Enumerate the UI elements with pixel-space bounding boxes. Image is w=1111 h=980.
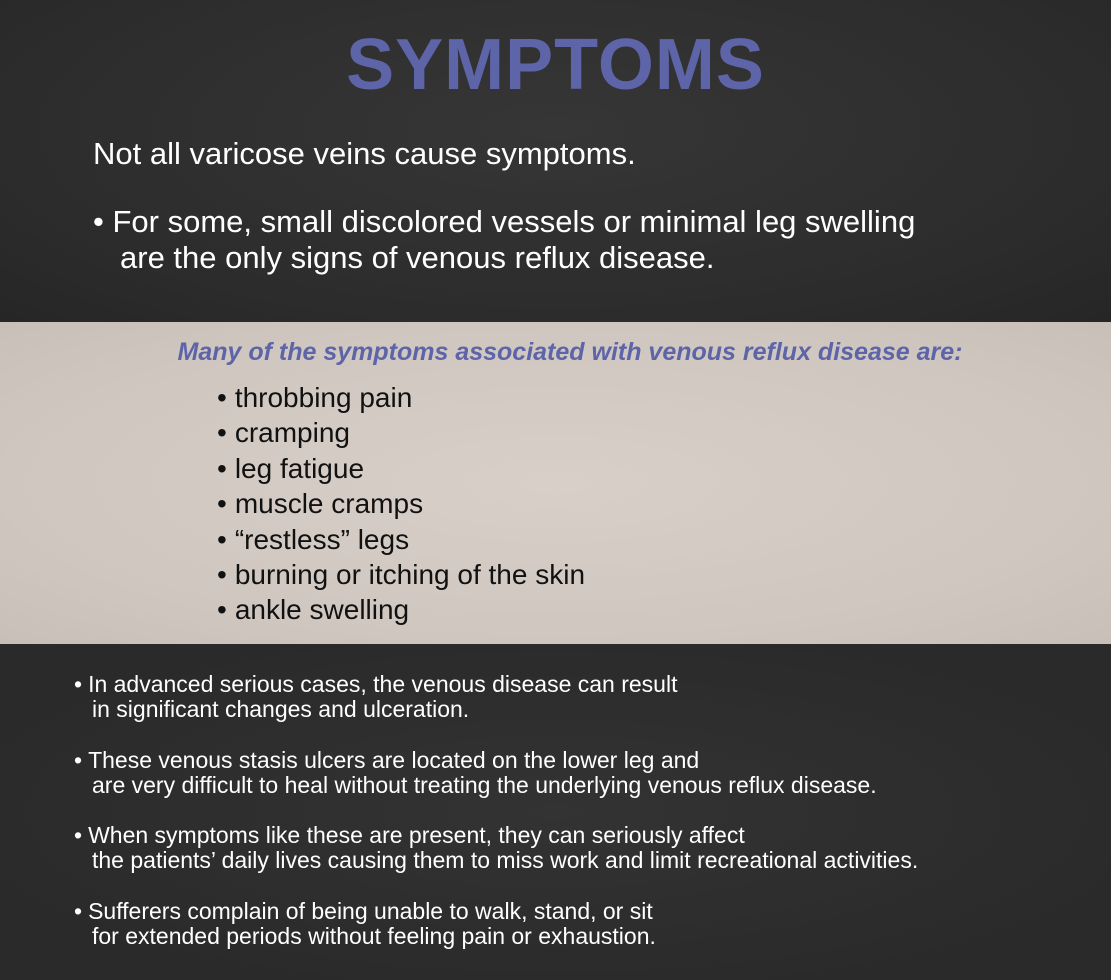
fact-line-1: • In advanced serious cases, the venous disease can result [74, 672, 918, 697]
symptom-item: • throbbing pain [217, 380, 585, 415]
bullet: • [93, 204, 104, 239]
fact-item [74, 748, 918, 798]
fact-line-1: • When symptoms like these are present, they can seriously affect [74, 823, 918, 848]
symptom-item: • burning or itching of the skin [217, 557, 585, 592]
intro-note-line-1 [93, 204, 915, 240]
symptoms-lead: Many of the symptoms associated with venous reflux disease are: [177, 338, 963, 366]
symptom-item: • cramping [217, 415, 585, 450]
fact-item [74, 823, 918, 873]
intro-note-line-1-text: For some, small discolored vessels or minimal leg swelling [112, 204, 916, 239]
symptom-item: • leg fatigue [217, 451, 585, 486]
symptom-item: • “restless” legs [217, 522, 585, 557]
fact-item [74, 899, 918, 949]
fact-line-1: • Sufferers complain of being unable to walk, stand, or sit [74, 899, 918, 924]
symptom-item: • ankle swelling [217, 592, 585, 627]
fact-line-2: the patients’ daily lives causing them to miss work and limit recreational activities. [92, 847, 919, 873]
page-title: SYMPTOMS [346, 25, 765, 105]
fact-line-2: in significant changes and ulceration. [92, 696, 470, 722]
symptom-item: • muscle cramps [217, 486, 585, 521]
fact-list [74, 672, 918, 974]
fact-line-2: for extended periods without feeling pain or exhaustion. [92, 922, 656, 949]
intro-note [93, 204, 915, 276]
fact-line-2: are very difficult to heal without treating the underlying venous reflux disease. [92, 771, 877, 798]
symptom-list [217, 380, 585, 628]
intro-text: Not all varicose veins cause symptoms. [93, 136, 636, 171]
fact-line-1: • These venous stasis ulcers are located on the lower leg and [74, 748, 918, 773]
fact-item [74, 672, 918, 722]
intro-note-line-2: are the only signs of venous reflux disease. [120, 240, 715, 275]
